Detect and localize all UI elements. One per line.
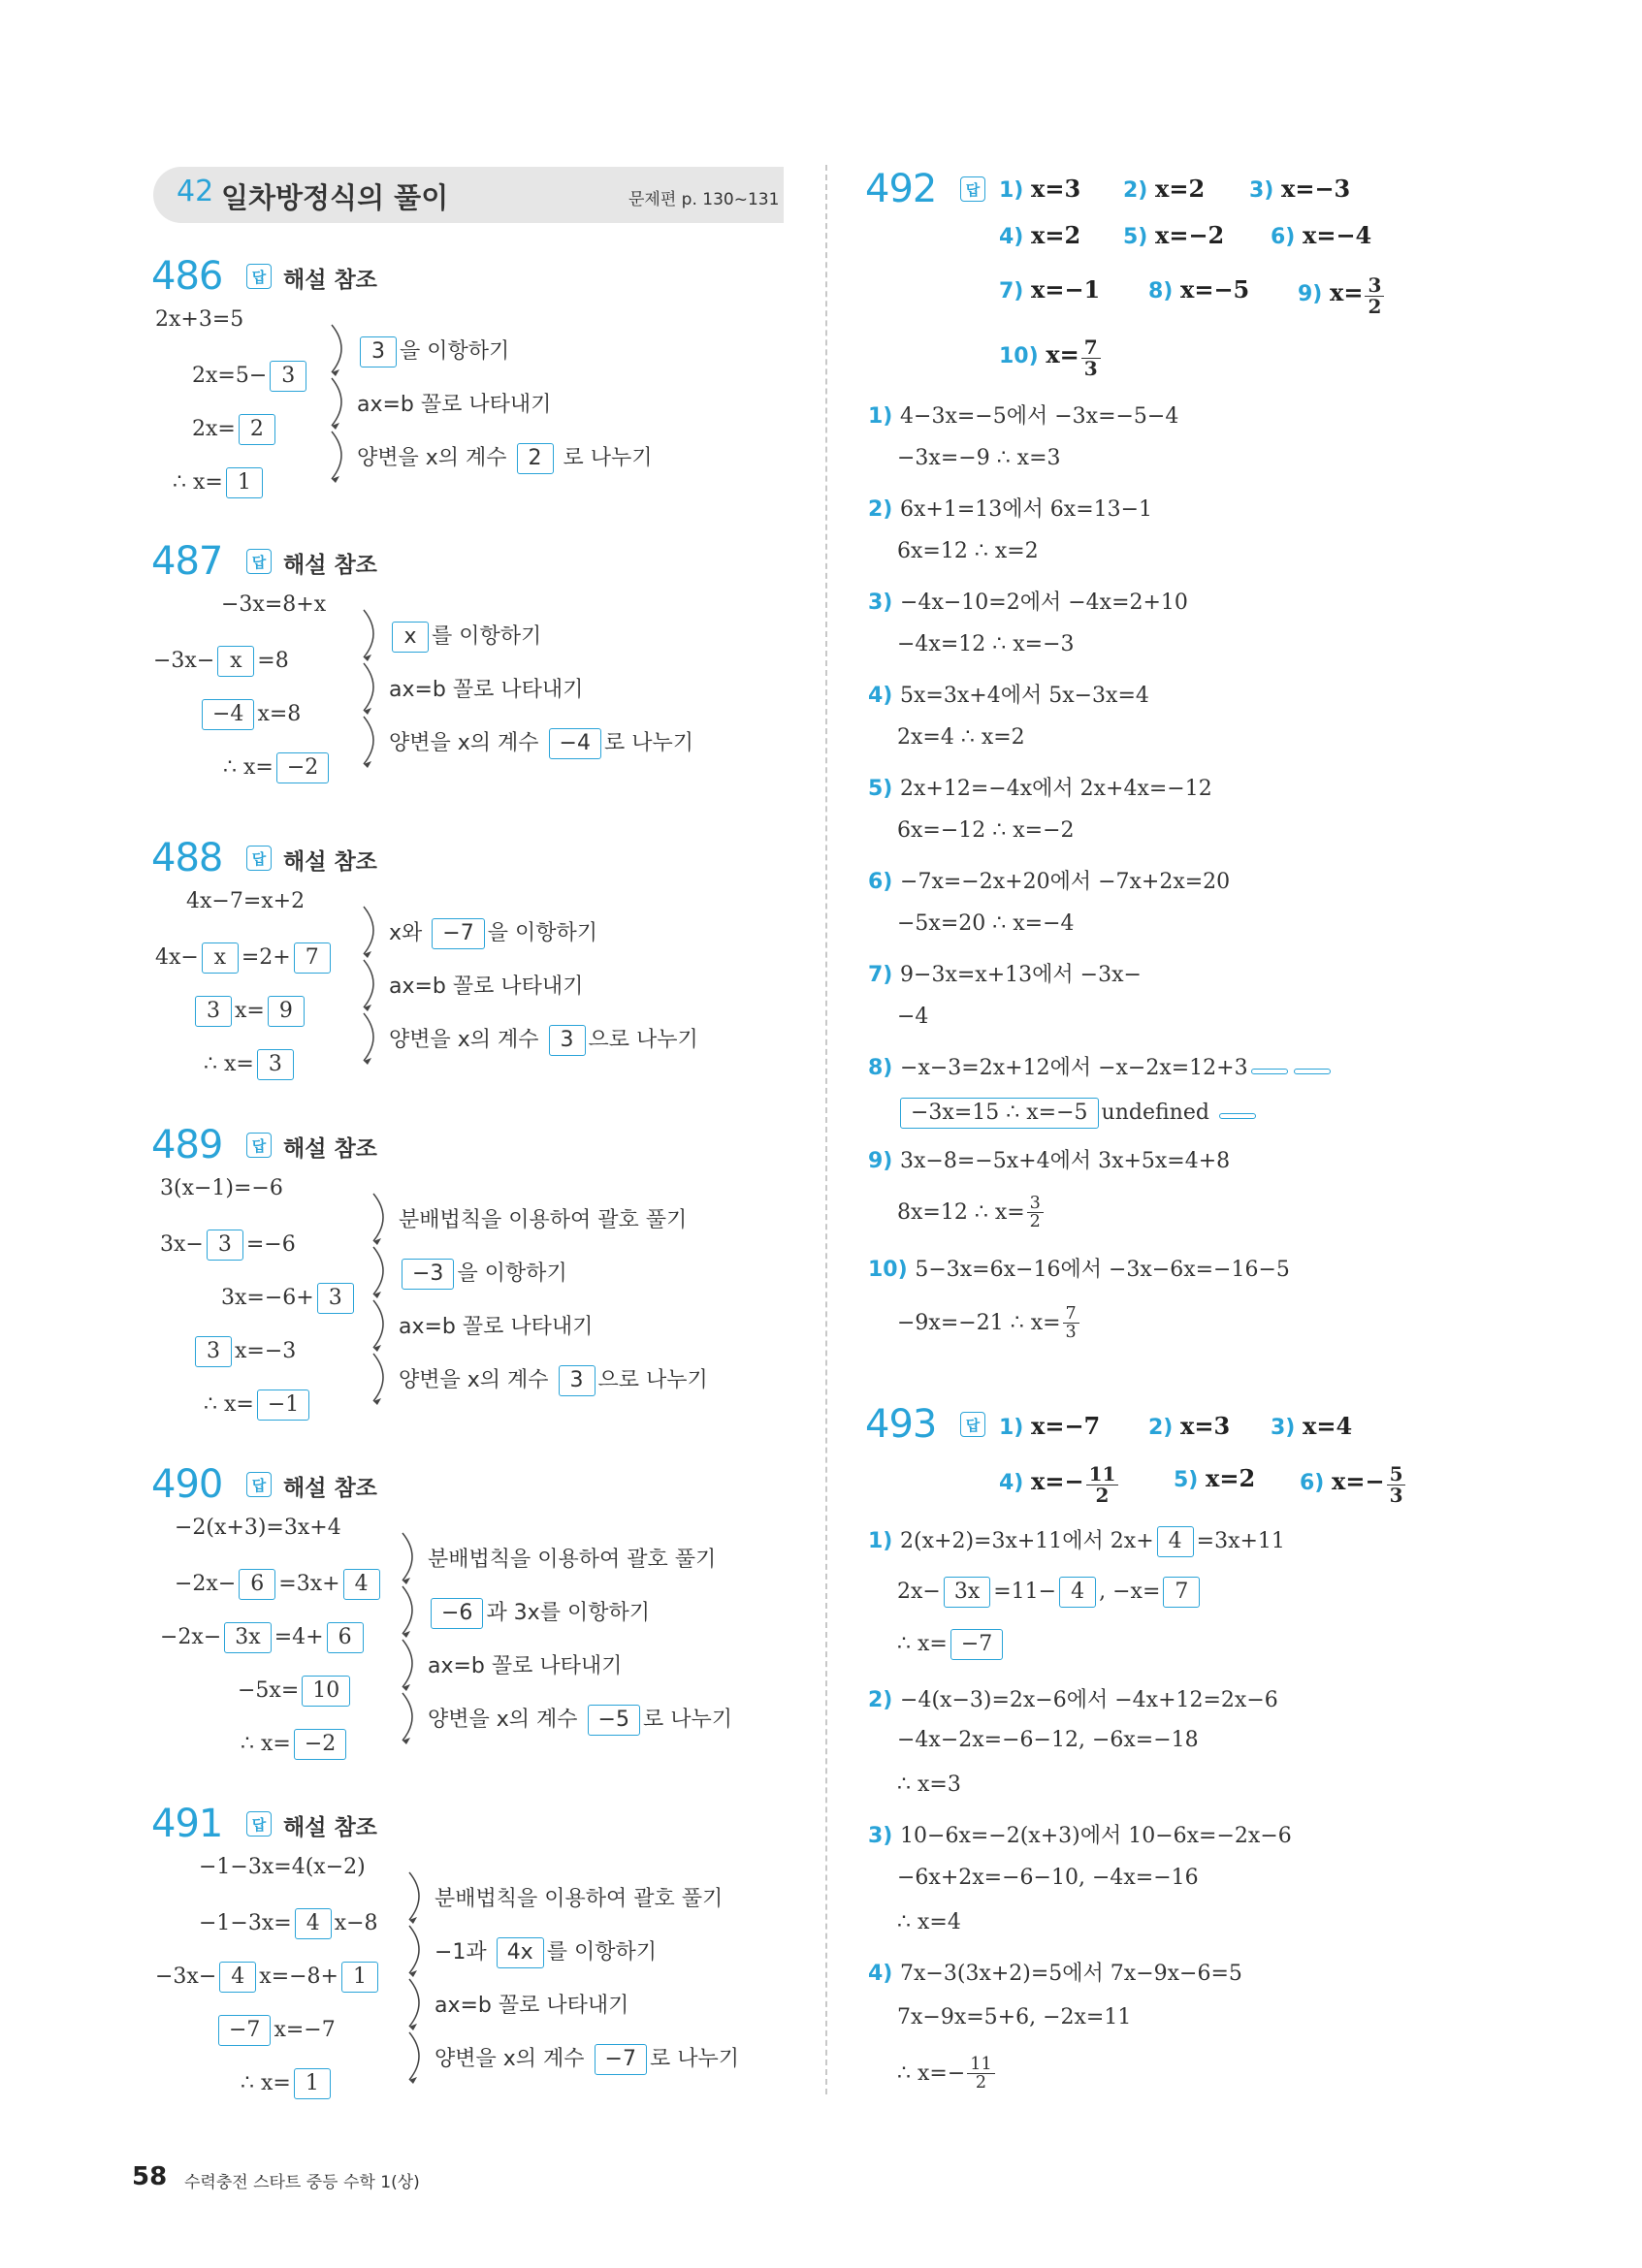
fraction-denominator: 2 [1368,295,1382,318]
derivation-arrow [364,960,373,1007]
text-segment: −2x− [175,1572,237,1596]
text-segment: −5x=20 ∴ x=−4 [897,911,1075,936]
answer-badge: 답 [246,1811,272,1837]
problem-number: 487 [151,539,223,584]
page-number: 58 [132,2162,168,2191]
answer-heading: 해설 참조 [283,849,377,875]
text-segment: 4−3x=−5에서 −3x=−5−4 [900,404,1179,429]
text-segment: 로 나누기 [649,2046,739,2071]
text-segment: 분배법칙을 이용하여 괄호 풀기 [428,1547,717,1572]
problem-number: 488 [151,836,223,880]
text-segment: undefined [1101,1101,1216,1125]
solution-label: 2) [868,497,901,522]
problem-number: 493 [865,1402,937,1447]
answer-box: −3 [402,1259,454,1290]
text-segment: x와 [389,920,430,945]
text-segment: 분배법칙을 이용하여 괄호 풀기 [399,1207,688,1232]
derivation-arrow [373,1194,383,1241]
text-segment: −7x=−2x+20에서 −7x+2x=20 [900,870,1231,894]
text-segment: 3(x−1)=−6 [160,1176,283,1200]
text-segment: ∴ x= [223,755,274,780]
book-title: 수력충전 스타트 중등 수학 1(상) [184,2173,420,2192]
text-segment: x=−3 [235,1339,297,1363]
text-segment: 3x=−6+ [221,1286,314,1310]
solution-label: 7) [868,963,901,987]
answer-label: 6) [1271,225,1304,249]
text-segment: =−6 [245,1232,296,1257]
solution-label: 3) [868,1824,901,1848]
problem-number: 491 [151,1802,223,1846]
fraction-denominator: 2 [1029,1212,1041,1232]
fraction-numerator: 5 [1387,1464,1406,1485]
answer-heading: 해설 참조 [283,268,377,293]
derivation-arrow [373,1354,383,1401]
answer-box: 4 [1059,1577,1096,1608]
problem-number: 489 [151,1123,223,1167]
problem-number: 490 [151,1462,223,1507]
problem-number: 486 [151,254,223,299]
text-segment: 6x+1=13에서 6x=13−1 [900,497,1153,522]
section-page-reference: 문제편 p. 130~131 [628,190,780,209]
answer-box: 4 [219,1962,256,1993]
fraction-denominator: 2 [1095,1484,1110,1507]
text-segment: =8 [257,649,289,673]
text-segment: 을 이항하기 [457,1261,567,1286]
text-segment: −4x−10=2에서 −4x=2+10 [900,591,1188,615]
solution-label: 6) [868,870,901,894]
answer-label: 1) [999,1416,1032,1440]
text-segment: 2x− [897,1580,941,1604]
answer-box: x [392,622,429,653]
text-segment: −1−3x=4(x−2) [199,1855,366,1879]
derivation-arrow [402,1586,412,1634]
text-segment: −3x=−9 ∴ x=3 [897,446,1061,470]
answer-value: x=2 [1031,221,1081,249]
text-segment: −2x− [160,1625,222,1649]
text-segment: −6x+2x=−6−10, −4x=−16 [897,1866,1199,1890]
answer-value: x=−2 [1155,221,1225,249]
answer-box: 4 [295,1908,332,1939]
text-segment: =2+ [241,945,291,970]
fraction-numerator: 3 [1365,275,1384,297]
text-segment: ax=b 꼴로 나타내기 [389,974,584,999]
text-segment: −x−3=2x+12에서 −x−2x=12+3 [900,1056,1248,1080]
problem-number: 492 [865,167,937,211]
answer-box: −7 [950,1629,1003,1660]
solution-label: 3) [868,591,901,615]
text-segment: ∴ x= [241,2071,291,2095]
text-segment: −4x=12 ∴ x=−3 [897,632,1075,656]
answer-box: −2 [276,752,329,783]
answer-box: 2 [517,443,554,474]
answer-box: −6 [431,1598,483,1629]
derivation-arrow [373,1247,383,1294]
fraction-denominator: 3 [1065,1323,1077,1343]
fraction-denominator: 3 [1389,1484,1403,1507]
answer-heading: 해설 참조 [283,553,377,578]
text-segment: 양변을 x의 계수 [399,1367,556,1392]
text-segment: ax=b 꼴로 나타내기 [435,1993,629,2018]
text-segment: 을 이항하기 [487,920,597,945]
text-segment: 5−3x=6x−16에서 −3x−6x=−16−5 [915,1258,1290,1282]
text-segment: 9−3x=x+13에서 −3x− [900,963,1142,987]
text-segment: −2(x+3)=3x+4 [175,1516,341,1540]
fraction-numerator: 11 [1086,1464,1119,1485]
answer-box: −7 [218,2015,271,2046]
fraction-numerator: 11 [967,2056,994,2074]
derivation-arrow [332,431,341,479]
answer-value: x=4 [1303,1412,1353,1440]
answer-heading: 해설 참조 [283,1476,377,1501]
text-segment: 과 3x를 이항하기 [486,1600,650,1625]
answer-badge: 답 [246,846,272,871]
answer-heading: 해설 참조 [283,1136,377,1162]
answer-box: 6 [239,1569,275,1600]
fraction-denominator: 2 [975,2073,987,2093]
text-segment: ∴ x= [173,470,223,495]
text-segment: 2(x+2)=3x+11에서 2x+ [900,1529,1154,1553]
solution-label: 9) [868,1149,901,1173]
derivation-arrow [409,2032,419,2080]
answer-value: x=−3 [1281,175,1351,203]
fraction-denominator: 3 [1083,357,1098,380]
text-segment: =4+ [274,1625,324,1649]
text-segment: 를 이항하기 [432,623,542,649]
text-segment: ax=b 꼴로 나타내기 [357,392,552,417]
text-segment: 3x− [160,1232,204,1257]
text-segment: ax=b 꼴로 나타내기 [399,1314,594,1339]
answer-value: x=− [1031,1467,1084,1495]
text-segment: 2x=4 ∴ x=2 [897,725,1025,750]
text-segment: 3x−8=−5x+4에서 3x+5x=4+8 [900,1149,1231,1173]
text-segment: 4x− [155,945,199,970]
answer-label: 2) [1148,1416,1181,1440]
answer-box: 4x [497,1937,544,1968]
answer-heading: 해설 참조 [283,1815,377,1840]
text-segment: , −x= [1099,1580,1161,1604]
derivation-arrow [402,1693,412,1741]
fraction-numerator: 3 [1027,1195,1044,1213]
answer-box: 3 [317,1283,354,1314]
section-title: 일차방정식의 풀이 [221,181,449,214]
answer-value: x=− [1332,1467,1385,1495]
answer-value: x=3 [1180,1412,1231,1440]
text-segment: ∴ x= [204,1392,254,1417]
answer-value: x=−1 [1031,275,1101,303]
text-segment: ∴ x= [974,1199,1025,1225]
answer-value: x= [1330,278,1364,306]
text-segment: 7x−9x=5+6, −2x=11 [897,2005,1132,2029]
text-segment: 10−6x=−2(x+3)에서 10−6x=−2x−6 [900,1824,1292,1848]
text-segment: 7x−3(3x+2)=5에서 7x−9x−6=5 [900,1962,1242,1986]
text-segment: 6x=12 ∴ x=2 [897,539,1039,563]
answer-box: 4 [1157,1526,1194,1557]
text-segment: ax=b 꼴로 나타내기 [389,677,584,702]
solution-label: 5) [868,777,901,801]
answer-box: −2 [294,1729,346,1760]
answer-label: 1) [999,178,1032,203]
text-segment: =11− [993,1580,1057,1604]
answer-badge: 답 [246,264,272,289]
text-segment: ∴ x= [1010,1310,1061,1335]
answer-box: 9 [268,996,305,1027]
text-segment: 양변을 x의 계수 [428,1707,585,1732]
text-segment: 을 이항하기 [400,338,510,364]
text-segment: 로 나누기 [642,1707,732,1732]
answer-label: 4) [999,225,1032,249]
answer-box: 3x [944,1577,990,1608]
answer-box: 7 [1163,1577,1200,1608]
text-segment: 으로 나누기 [597,1367,708,1392]
fraction-numerator: 7 [1063,1305,1079,1324]
answer-badge: 답 [246,549,272,574]
text-segment: 4x−7=x+2 [186,889,306,913]
text-segment: 양변을 x의 계수 [389,730,546,755]
text-segment: 2x+3=5 [155,307,244,332]
answer-box: −1 [257,1390,309,1421]
text-segment: 으로 나누기 [588,1027,698,1052]
text-segment: 양변을 x의 계수 [389,1027,546,1052]
text-segment: 로 나누기 [603,730,693,755]
derivation-arrow [409,1926,419,1973]
answer-box: −3x=15 ∴ x=−5 [900,1098,1099,1129]
text-segment: −5x= [238,1678,300,1703]
answer-badge: 답 [246,1472,272,1497]
solution-label: 2) [868,1688,901,1712]
answer-label: 3) [1249,178,1282,203]
solution-label: 1) [868,404,901,429]
answer-box: −7 [432,918,484,949]
answer-label: 9) [1298,282,1331,306]
text-segment: 6x=−12 ∴ x=−2 [897,818,1075,843]
text-segment: −3x− [155,1965,217,1989]
text-segment: 로 나누기 [556,445,653,470]
text-segment: −1과 [435,1939,494,1965]
answer-box: −4 [549,728,601,759]
text-segment: x=−8+ [259,1965,338,1989]
text-segment: 양변을 x의 계수 [435,2046,592,2071]
derivation-arrow [364,907,373,954]
derivation-arrow [373,1300,383,1348]
answer-label: 5) [1174,1468,1207,1492]
solution-label: 1) [868,1529,901,1553]
derivation-arrow [364,610,373,657]
answer-box: 10 [302,1676,350,1707]
answer-value: x=3 [1031,175,1081,203]
answer-value: x=−5 [1180,275,1250,303]
answer-box: 1 [341,1962,378,1993]
derivation-arrow [332,378,341,426]
text-segment: −4x−2x=−6−12, −6x=−18 [897,1728,1199,1752]
derivation-arrow [402,1640,412,1687]
answer-label: 8) [1148,279,1181,303]
answer-label: 5) [1123,225,1156,249]
answer-box: 6 [327,1622,364,1653]
answer-label: 6) [1300,1471,1333,1495]
answer-box: 3 [207,1230,243,1261]
solution-label: 4) [868,1962,901,1986]
derivation-arrow [364,1013,373,1061]
answer-value: x=2 [1206,1464,1256,1492]
answer-box: x [217,646,254,677]
answer-label: 3) [1271,1416,1304,1440]
answer-box: 3 [559,1365,596,1396]
text-segment: ∴ x=4 [897,1910,961,1934]
text-segment: x=−7 [274,2018,336,2042]
text-segment: −9x=−21 [897,1310,1011,1335]
solution-label: 10) [868,1258,916,1282]
text-segment: ∴ x=− [897,2060,966,2086]
derivation-arrow [364,663,373,711]
answer-box: 3x [224,1622,271,1653]
derivation-arrow [409,1979,419,2027]
answer-box: x [202,942,239,974]
text-segment: 분배법칙을 이용하여 괄호 풀기 [435,1886,724,1911]
answer-label: 10) [999,344,1046,368]
text-segment: =3x+ [278,1572,340,1596]
answer-box: −7 [595,2044,647,2075]
text-segment: 8x=12 [897,1199,975,1225]
text-segment: 2x=5− [192,364,268,388]
text-segment: −1−3x= [199,1911,292,1935]
text-segment: 5x=3x+4에서 5x−3x=4 [900,684,1149,708]
fraction-numerator: 7 [1081,337,1101,359]
answer-label: 4) [999,1471,1032,1495]
text-segment: ax=b 꼴로 나타내기 [428,1653,623,1678]
answer-box: 3 [195,996,232,1027]
text-segment: ∴ x= [204,1052,254,1076]
answer-box: 3 [360,336,397,367]
derivation-arrow [409,1872,419,1920]
answer-box: 7 [294,942,331,974]
answer-box: −5 [588,1705,640,1736]
answer-box: 3 [257,1049,294,1080]
text-segment: x=8 [257,702,302,726]
answer-label: 7) [999,279,1032,303]
solution-label: 4) [868,684,901,708]
text-segment: x= [235,999,265,1023]
answer-box: 3 [270,361,306,392]
answer-box: 1 [226,467,263,498]
text-segment: −3x− [153,649,215,673]
answer-badge: 답 [246,1133,272,1158]
answer-badge: 답 [960,176,985,202]
answer-box: 3 [195,1336,232,1367]
answer-badge: 답 [960,1412,985,1437]
answer-value: x= [1046,340,1079,368]
text-segment: 를 이항하기 [546,1939,657,1965]
text-segment: −4(x−3)=2x−6에서 −4x+12=2x−6 [900,1688,1278,1712]
text-segment: 2x+12=−4x에서 2x+4x=−12 [900,777,1212,801]
text-segment: ∴ x= [897,1632,948,1656]
text-segment: 2x= [192,417,236,441]
text-segment: =3x+11 [1196,1529,1285,1553]
answer-box: 1 [294,2068,331,2099]
answer-value: x=−4 [1303,221,1372,249]
derivation-arrow [402,1533,412,1581]
text-segment: ∴ x= [241,1732,291,1756]
derivation-arrow [332,325,341,372]
text-segment: x−8 [334,1911,378,1935]
answer-box: 2 [239,414,275,445]
text-segment: 양변을 x의 계수 [357,445,514,470]
derivation-arrow [364,717,373,764]
answer-label: 2) [1123,178,1156,203]
answer-box: 3 [549,1025,586,1056]
section-number: 42 [177,175,214,208]
solution-label: 8) [868,1056,901,1080]
text-segment: −3x=8+x [221,592,327,617]
answer-value: x=2 [1155,175,1206,203]
answer-value: x=−7 [1031,1412,1101,1440]
text-segment: ∴ x=3 [897,1773,961,1797]
text-segment: −4 [897,1005,929,1029]
answer-box: −4 [202,699,254,730]
answer-box: 4 [343,1569,380,1600]
